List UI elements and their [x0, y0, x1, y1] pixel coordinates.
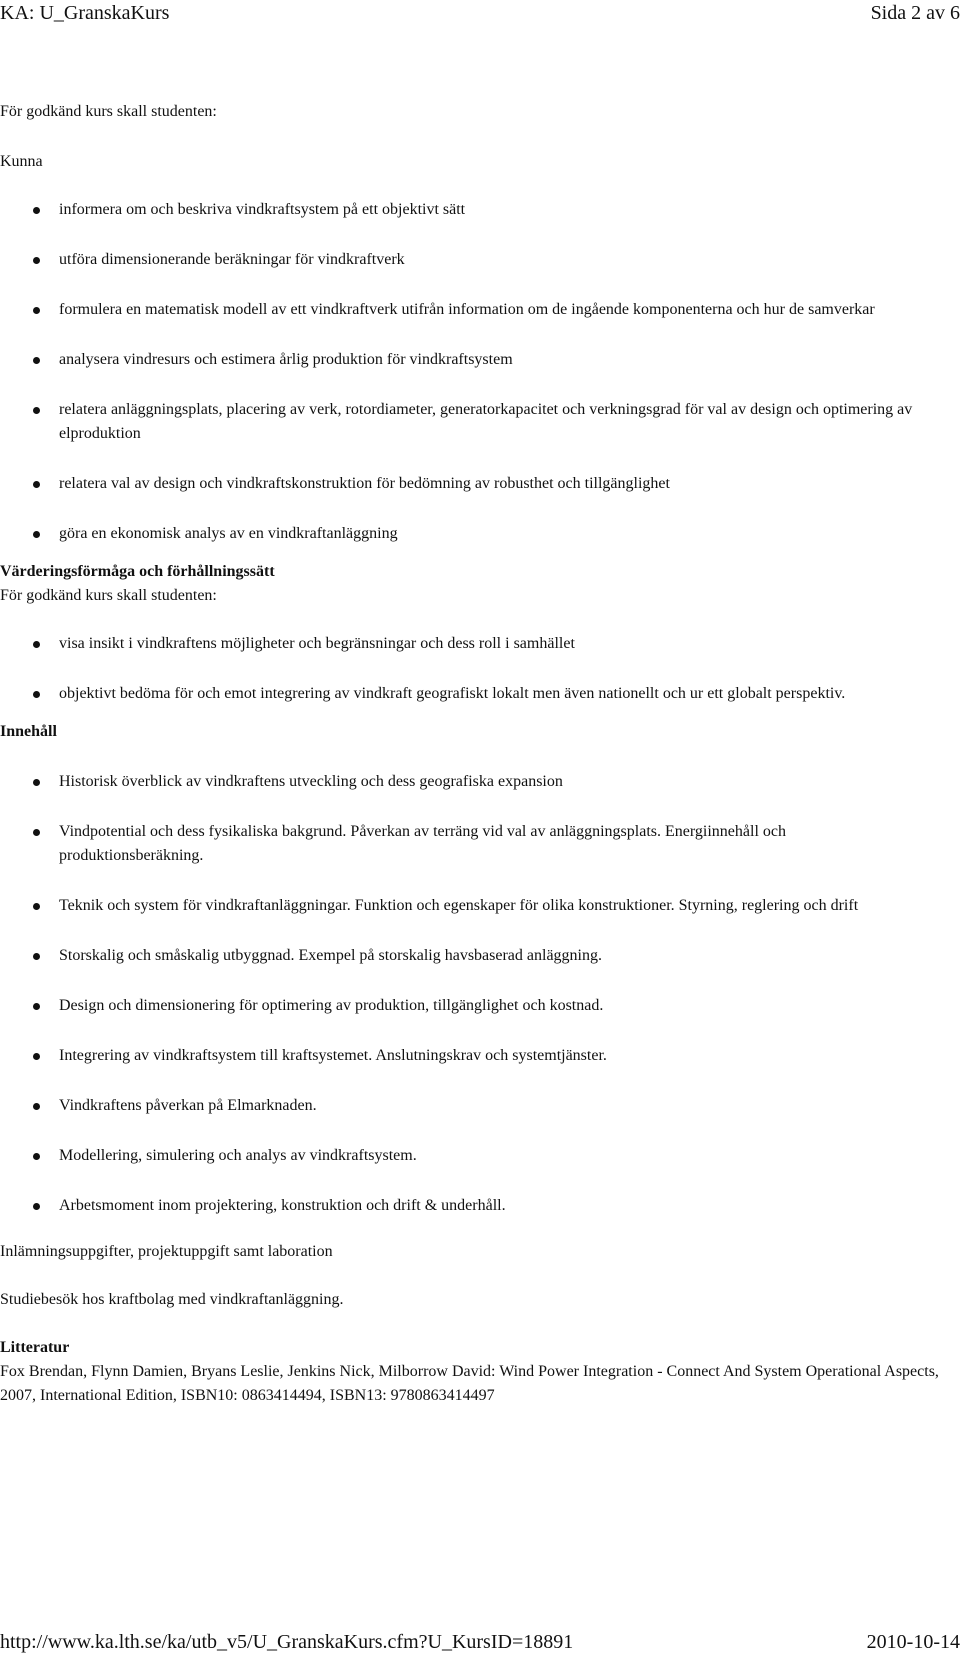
- list-item: informera om och beskriva vindkraftsystem på ett objektivt sätt: [0, 198, 940, 222]
- list-item: Vindkraftens påverkan på Elmarknaden.: [0, 1094, 940, 1118]
- list-item: visa insikt i vindkraftens möjligheter och begränsningar och dess roll i samhället: [0, 632, 940, 656]
- content-list: [0, 770, 940, 1218]
- footer-url: http://www.ka.lth.se/ka/utb_v5/U_GranskaKurs.cfm?U_KursID=18891: [0, 1631, 574, 1653]
- page-footer: [0, 1630, 960, 1654]
- list-item: formulera en matematisk modell av ett vindkraftverk utifrån information om de ingående komponenterna och hur de samverkar: [0, 298, 940, 322]
- page-number: Sida 2 av 6: [870, 2, 960, 24]
- list-item: Arbetsmoment inom projektering, konstruktion och drift & underhåll.: [0, 1194, 940, 1218]
- page-header: [0, 0, 960, 26]
- document-title: KA: U_GranskaKurs: [0, 2, 170, 24]
- list-item: Vindpotential och dess fysikaliska bakgrund. Påverkan av terräng vid val av anläggningsplats. Energiinnehåll och produktionsberäkning.: [0, 820, 940, 868]
- study-visit-text: Studiebesök hos kraftbolag med vindkraftanläggning.: [0, 1291, 344, 1308]
- section2-heading: Värderingsförmåga och förhållningssätt: [0, 563, 275, 580]
- list-item: Storskalig och småskalig utbyggnad. Exempel på storskalig havsbaserad anläggning.: [0, 944, 940, 968]
- list-item: göra en ekonomisk analys av en vindkraftanläggning: [0, 522, 940, 546]
- section1-intro: För godkänd kurs skall studenten:: [0, 103, 217, 120]
- list-item: Modellering, simulering och analys av vindkraftsystem.: [0, 1144, 940, 1168]
- list-item: relatera val av design och vindkraftskonstruktion för bedömning av robusthet och tillgänglighet: [0, 472, 940, 496]
- list-item: Integrering av vindkraftsystem till kraftsystemet. Anslutningskrav och systemtjänster.: [0, 1044, 940, 1068]
- list-item: objektivt bedöma för och emot integrering av vindkraft geografiskt lokalt men även nationellt och ur ett globalt perspektiv.: [0, 682, 940, 706]
- assignments-text: Inlämningsuppgifter, projektuppgift samt laboration: [0, 1243, 333, 1260]
- list-item: relatera anläggningsplats, placering av verk, rotordiameter, generatorkapacitet och verkningsgrad för val av design och optimering av elproduktion: [0, 398, 940, 446]
- section2-intro: För godkänd kurs skall studenten:: [0, 587, 217, 604]
- literature-text: Fox Brendan, Flynn Damien, Bryans Leslie, Jenkins Nick, Milborrow David: Wind Power Integration - Connect And System Operational Aspects, 2007, International Edition, ISBN10: 0863414494, ISBN13: 9780863414497: [0, 1363, 939, 1404]
- list-item: Historisk överblick av vindkraftens utveckling och dess geografiska expansion: [0, 770, 940, 794]
- values-list: [0, 632, 940, 706]
- skills-list: [0, 198, 940, 546]
- footer-date: 2010-10-14: [866, 1631, 960, 1653]
- list-item: analysera vindresurs och estimera årlig produktion för vindkraftsystem: [0, 348, 940, 372]
- literature-heading: Litteratur: [0, 1339, 70, 1356]
- list-item: Teknik och system för vindkraftanläggningar. Funktion och egenskaper för olika konstruktioner. Styrning, reglering och drift: [0, 894, 940, 918]
- section1-subheading: Kunna: [0, 153, 43, 170]
- list-item: utföra dimensionerande beräkningar för vindkraftverk: [0, 248, 940, 272]
- course-content: [0, 100, 940, 1408]
- section3-heading: Innehåll: [0, 723, 57, 740]
- list-item: Design och dimensionering för optimering av produktion, tillgänglighet och kostnad.: [0, 994, 940, 1018]
